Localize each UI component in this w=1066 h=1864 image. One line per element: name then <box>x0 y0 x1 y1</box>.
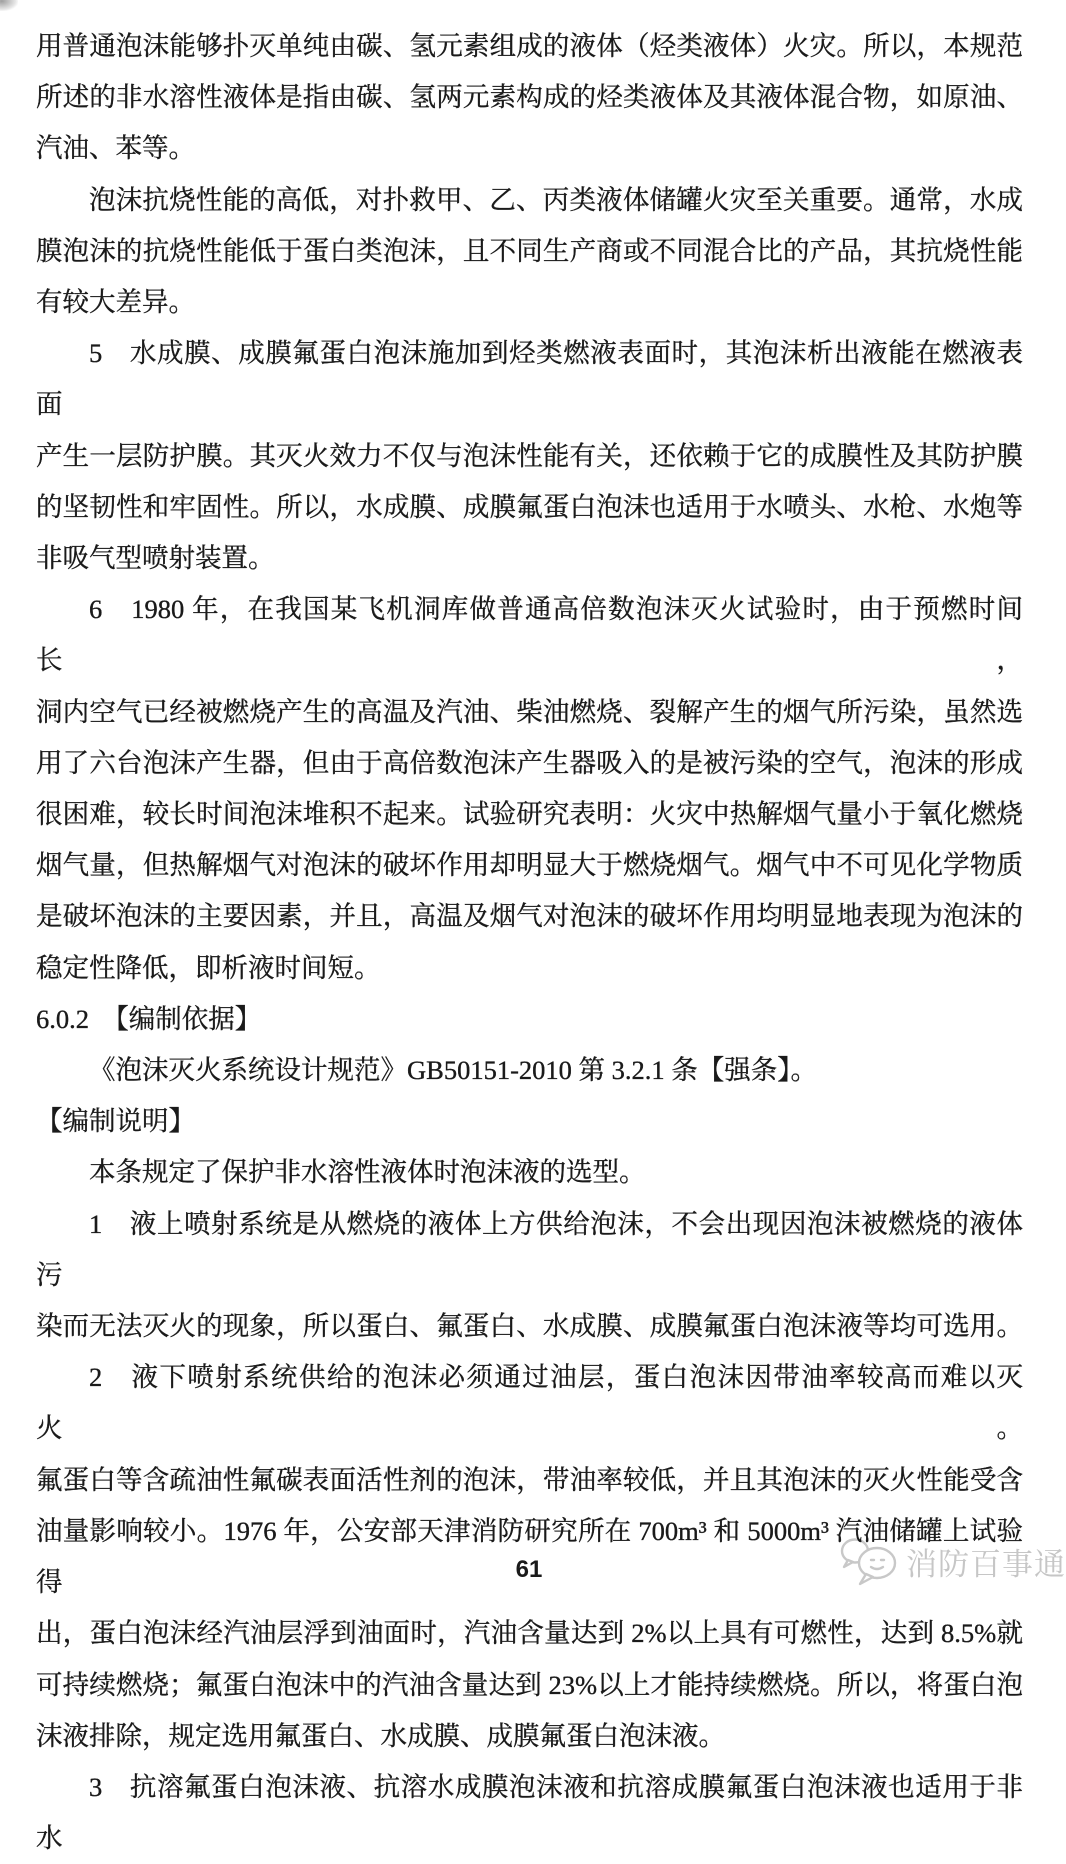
text-line: 本条规定了保护非水溶性液体时泡沫液的选型。 <box>89 1157 646 1188</box>
text-line: 沫液排除，规定选用氟蛋白、水成膜、成膜氟蛋白泡沫液。 <box>36 1720 725 1751</box>
text-line: 5 水成膜、成膜氟蛋白泡沫施加到烃类燃液表面时，其泡沫析出液能在燃液表面 <box>36 338 1023 420</box>
text-line: 有较大差异。 <box>36 287 195 318</box>
text-line: 所述的非水溶性液体是指由碳、氢两元素构成的烃类液体及其液体混合物，如原油、 <box>36 82 1023 113</box>
text-line: 《泡沫灭火系统设计规范》GB50151-2010 第 3.2.1 条【强条】。 <box>89 1055 818 1086</box>
text-line: 稳定性降低，即析液时间短。 <box>36 952 381 983</box>
text-line: 3 抗溶氟蛋白泡沫液、抗溶水成膜泡沫液和抗溶成膜氟蛋白泡沫液也适用于非水 <box>36 1771 1023 1854</box>
text-line: 非吸气型喷射装置。 <box>36 543 275 574</box>
document-body <box>36 21 1023 1864</box>
scan-artifact <box>0 0 18 11</box>
text-line: 泡沫抗烧性能的高低，对扑救甲、乙、丙类液体储罐火灾至关重要。通常，水成 <box>89 184 1023 215</box>
text-line: 【编制说明】 <box>36 1106 195 1137</box>
text-line: 产生一层防护膜。其灭火效力不仅与泡沫性能有关，还依赖于它的成膜性及其防护膜 <box>36 440 1023 471</box>
text-line: 1 液上喷射系统是从燃烧的液体上方供给泡沫，不会出现因泡沫被燃烧的液体污 <box>36 1208 1023 1290</box>
text-line: 用普通泡沫能够扑灭单纯由碳、氢元素组成的液体（烃类液体）火灾。所以，本规范 <box>36 31 1023 61</box>
text-line: 油量影响较小。1976 年，公安部天津消防研究所在 700m³ 和 5000m³ 汽油储罐上试验得 <box>36 1515 1023 1598</box>
text-line: 洞内空气已经被燃烧产生的高温及汽油、柴油燃烧、裂解产生的烟气所污染，虽然选 <box>36 696 1023 727</box>
text-line: 是破坏泡沫的主要因素，并且，高温及烟气对泡沫的破坏作用均明显地表现为泡沫的 <box>36 901 1023 932</box>
text-line: 2 液下喷射系统供给的泡沫必须通过油层，蛋白泡沫因带油率较高而难以灭火。 <box>36 1362 1023 1444</box>
text-line: 烟气量，但热解烟气对泡沫的破坏作用却明显大于燃烧烟气。烟气中不可见化学物质 <box>36 850 1023 881</box>
page-number: 61 <box>515 1556 543 1583</box>
text-line: 很困难，较长时间泡沫堆积不起来。试验研究表明：火灾中热解烟气量小于氧化燃烧 <box>36 799 1023 830</box>
text-line: 6.0.2 【编制依据】 <box>36 1003 262 1034</box>
watermark-label: 消防百事通 <box>906 1546 1066 1582</box>
text-line: 出，蛋白泡沫经汽油层浮到油面时，汽油含量达到 2%以上具有可燃性，达到 8.5%就 <box>36 1618 1023 1649</box>
text-line: 可持续燃烧；氟蛋白泡沫中的汽油含量达到 23%以上才能持续燃烧。所以，将蛋白泡 <box>36 1669 1023 1700</box>
text-line: 用了六台泡沫产生器，但由于高倍数泡沫产生器吸入的是被污染的空气，泡沫的形成 <box>36 747 1023 778</box>
text-line: 膜泡沫的抗烧性能低于蛋白类泡沫，且不同生产商或不同混合比的产品，其抗烧性能 <box>36 235 1023 266</box>
text-line: 染而无法灭火的现象，所以蛋白、氟蛋白、水成膜、成膜氟蛋白泡沫液等均可选用。 <box>36 1311 1023 1342</box>
text-line: 氟蛋白等含疏油性氟碳表面活性剂的泡沫，带油率较低，并且其泡沫的灭火性能受含 <box>36 1464 1023 1495</box>
text-line: 的坚韧性和牢固性。所以，水成膜、成膜氟蛋白泡沫也适用于水喷头、水枪、水炮等 <box>36 491 1023 522</box>
text-line: 6 1980 年，在我国某飞机洞库做普通高倍数泡沫灭火试验时，由于预燃时间长， <box>36 594 1023 676</box>
text-line: 汽油、苯等。 <box>36 133 195 164</box>
